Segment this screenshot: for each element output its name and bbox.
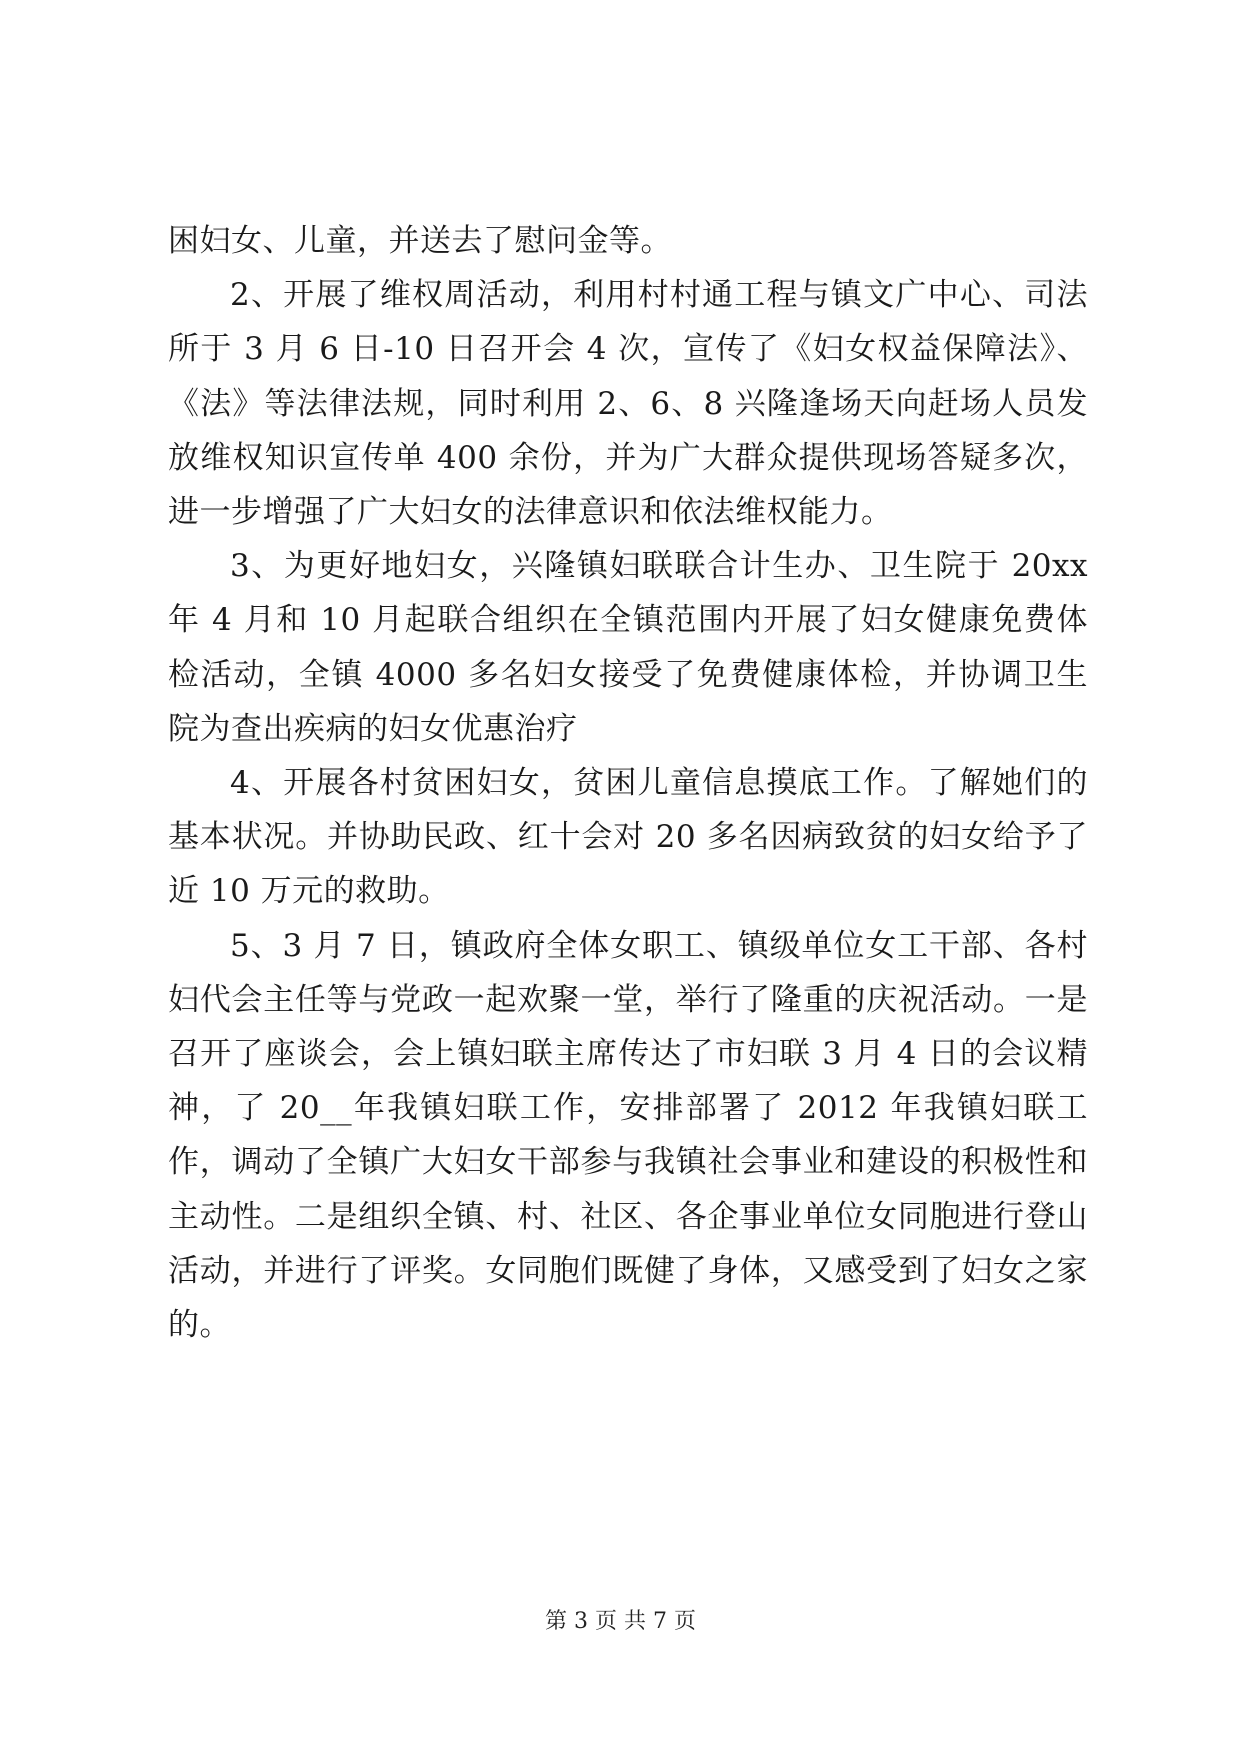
paragraph-item-3: 3、为更好地妇女，兴隆镇妇联联合计生办、卫生院于 20xx 年 4 月和 10 月起联合组织在全镇范围内开展了妇女健康免费体检活动，全镇 4000 多名妇女接受了免费健康体检，并协调卫生院为查出疾病的妇女优惠治疗 <box>168 548 1088 747</box>
page-footer: 第 3 页 共 7 页 <box>545 1609 696 1634</box>
paragraph-item-2: 2、开展了维权周活动，利用村村通工程与镇文广中心、司法所于 3 月 6 日-10 日召开会 4 次，宣传了《妇女权益保障法》、《法》等法律法规，同时利用 2、6、8 兴隆逢场天向赶场人员发放维权知识宣传单 400 余份，并为广大群众提供现场答疑多次，进一步增强了广大妇女的法律意识和依法维权能力。 <box>168 277 1088 531</box>
paragraph-item-5: 5、3 月 7 日，镇政府全体女职工、镇级单位女工干部、各村妇代会主任等与党政一起欢聚一堂，举行了隆重的庆祝活动。一是召开了座谈会，会上镇妇联主席传达了市妇联 3 月 4 日的会议精神，了 20__年我镇妇联工作，安排部署了 2012 年我镇妇联工作，调动了全镇广大妇女干部参与我镇社会事业和建设的积极性和主动性。二是组织全镇、村、社区、各企事业单位女同胞进行登山活动，并进行了评奖。女同胞们既健了身体，又感受到了妇女之家的。 <box>168 927 1088 1344</box>
paragraph-item-4: 4、开展各村贫困妇女，贫困儿童信息摸底工作。了解她们的基本状况。并协助民政、红十会对 20 多名因病致贫的妇女给予了近 10 万元的救助。 <box>168 765 1088 910</box>
paragraph-continuation: 困妇女、儿童，并送去了慰问金等。 <box>168 223 672 259</box>
document-body <box>168 214 1088 1352</box>
